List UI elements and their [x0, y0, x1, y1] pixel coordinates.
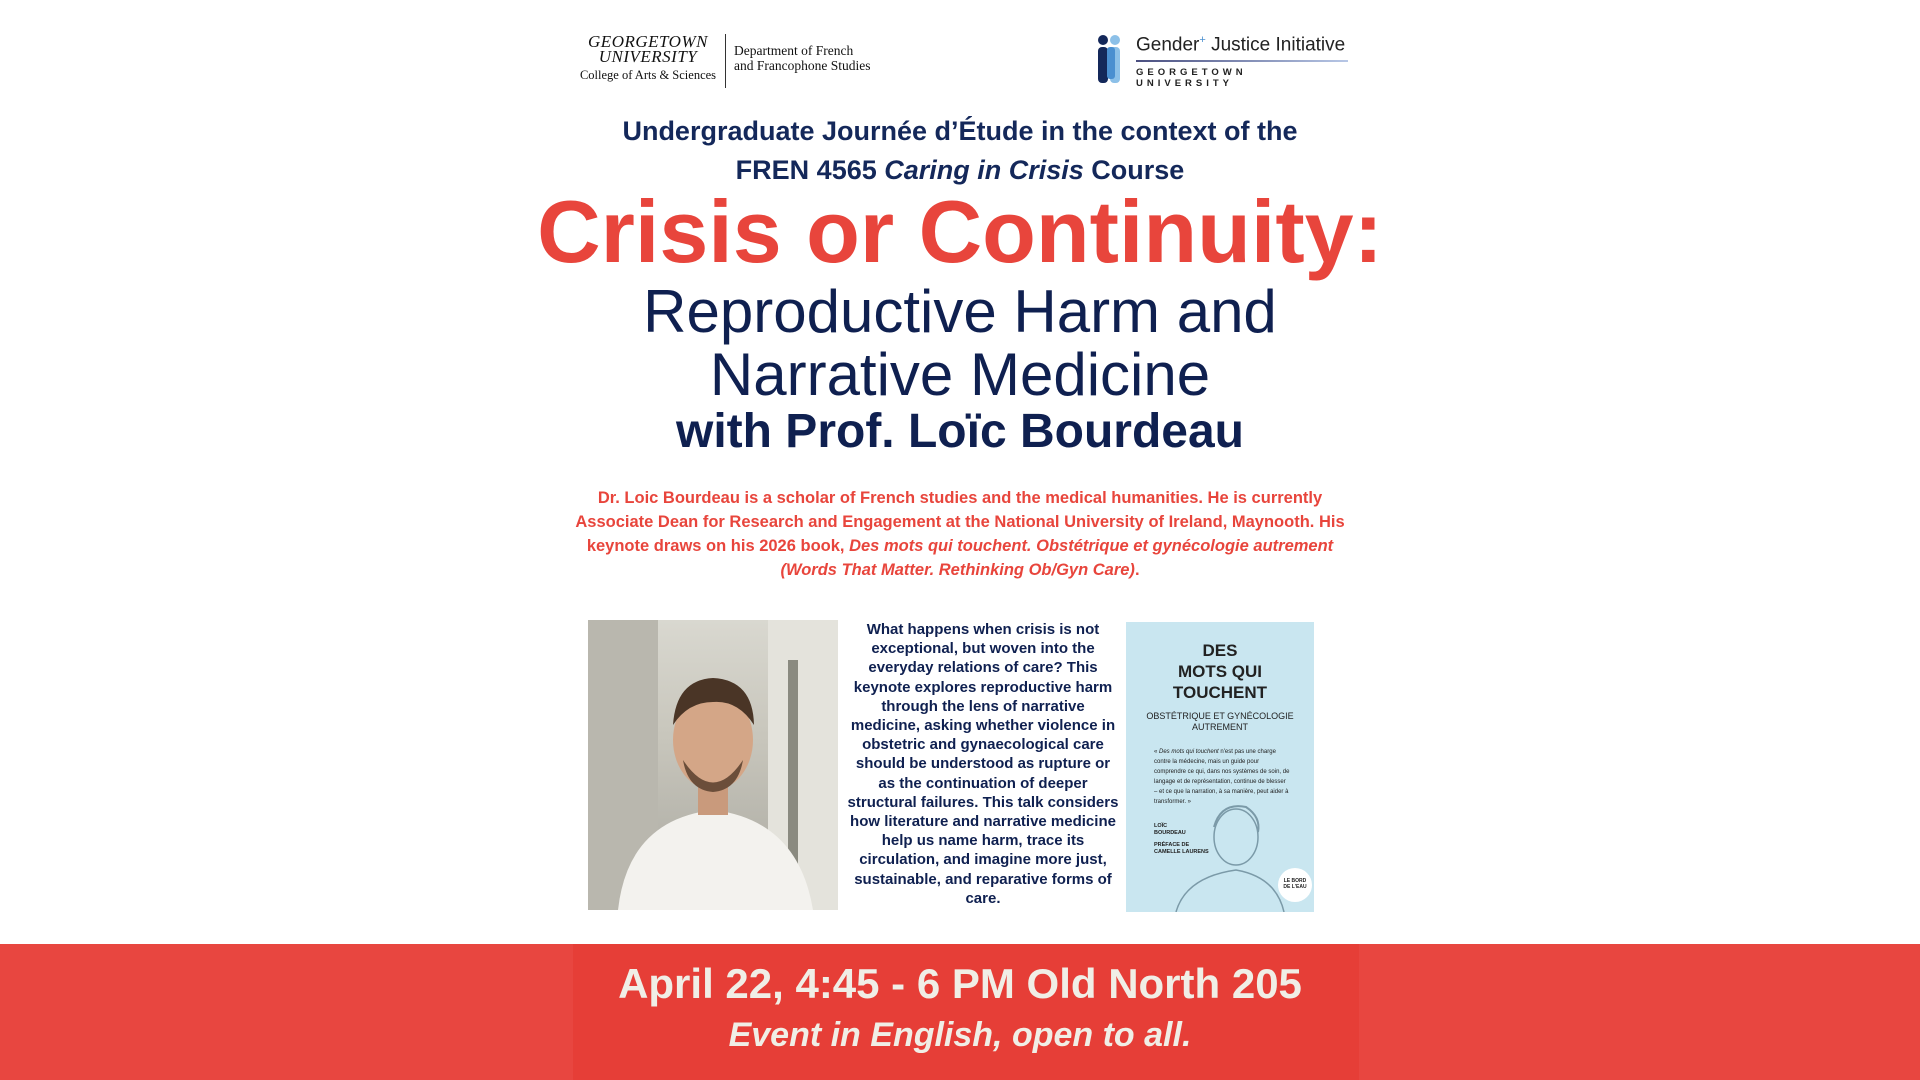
gji-title: Gender	[1136, 34, 1200, 56]
dept-line-1: Department of French	[734, 43, 854, 58]
event-context	[0, 112, 1920, 190]
book-quote-title: Des mots qui touchent	[1159, 749, 1219, 755]
georgetown-logo	[579, 34, 879, 88]
book-title-3: TOUCHENT	[1172, 683, 1268, 702]
publisher-2: DE L'EAU	[1283, 884, 1307, 890]
gu-college: College of Arts & Sciences	[579, 68, 717, 82]
speaker-photo	[588, 620, 838, 910]
book-author-1: LOÏC	[1154, 823, 1168, 829]
context-line-1: Undergraduate Journée d’Étude in the context of the	[622, 116, 1298, 146]
event-title: Crisis or Continuity:	[537, 182, 1383, 281]
people-icon	[1094, 34, 1126, 84]
gu-name-1: GEORGETOWN	[588, 32, 708, 51]
publisher-1: LE BORD	[1283, 878, 1307, 884]
event-datetime-location: April 22, 4:45 - 6 PM Old North 205	[618, 960, 1302, 1007]
book-author-2: BOURDEAU	[1154, 830, 1186, 836]
author-sketch	[1166, 792, 1286, 912]
bio-text: Dr. Loic Bourdeau is a scholar of French studies and the medical humanities. He is currently Associate Dean for Research and Engagement at the National University of Ireland, Maynooth. His keynote draws on his 2026 book,	[575, 489, 1345, 555]
book-cover: DES MOTS QUI TOUCHENT OBSTÉTRIQUE ET GYNÉCOLOGIE AUTREMENT « Des mots qui touchent n'est pas une charge contre la médecine, mais un guide pour comprendre ce qui, dans nos systèmes de soin, de langage et de représentation, continue de blesser – et ce que la narration, à sa manière, peut aider à transformer. » LOÏC BOURDEAU PRÉFACE DE CAMELLE LAURENS LE BORD DE L'EAU	[1126, 622, 1314, 912]
gender-justice-logo	[1094, 34, 1348, 90]
gu-name-2: UNIVERSITY	[598, 47, 698, 66]
subtitle-line-1: Reproductive Harm and	[643, 278, 1277, 345]
book-preface-2: CAMELLE LAURENS	[1154, 849, 1209, 855]
course-suffix: Course	[1083, 155, 1185, 185]
gji-title-rest: Justice Initiative	[1205, 34, 1346, 56]
event-subtitle	[0, 280, 1920, 406]
course-name: Caring in Crisis	[884, 155, 1084, 185]
book-title-2: MOTS QUI	[1177, 662, 1263, 681]
speaker: with Prof. Loïc Bourdeau	[675, 405, 1244, 458]
gji-subtitle: GEORGETOWN UNIVERSITY	[1136, 67, 1247, 90]
speaker-bio	[560, 486, 1360, 582]
talk-description: What happens when crisis is not exceptional, but woven into the everyday relations of care? This keynote explores reproductive harm through the lens of narrative medicine, asking whether violence in obstetric and gynaecological care should be understood as rupture or as the continuation of deeper structural failures. This talk considers how literature and narrative medicine help us name harm, trace its circulation, and imagine more just, sustainable, and reparative forms of care.	[847, 621, 1119, 907]
publisher-logo	[1278, 868, 1312, 902]
logo-divider	[725, 34, 726, 88]
bio-end: .	[1134, 561, 1140, 579]
subtitle-line-2: Narrative Medicine	[709, 341, 1211, 408]
book-preface-1: PRÉFACE DE	[1154, 842, 1190, 848]
gji-plus: +	[1199, 34, 1206, 46]
course-code: FREN 4565	[735, 155, 885, 185]
bio-book-title: Des mots qui touchent. Obstétrique et gynécologie autrement (Words That Matter. Rethinking Ob/Gyn Care)	[780, 537, 1334, 579]
book-subtitle-1: OBSTÉTRIQUE ET GYNÉCOLOGIE	[1146, 711, 1294, 721]
book-quote: n'est pas une charge contre la médecine, mais un guide pour comprendre ce qui, dans nos systèmes de soin, de langage et de représentation, continue de blesser – et ce que la narration, à sa manière, peut aider à transformer.	[1154, 749, 1290, 805]
dept-line-2: and Francophone Studies	[734, 58, 871, 73]
event-note: Event in English, open to all.	[728, 1016, 1192, 1054]
gji-rule	[1136, 60, 1348, 62]
book-title-1: DES	[1202, 641, 1238, 660]
book-subtitle-2: AUTREMENT	[1192, 722, 1248, 732]
